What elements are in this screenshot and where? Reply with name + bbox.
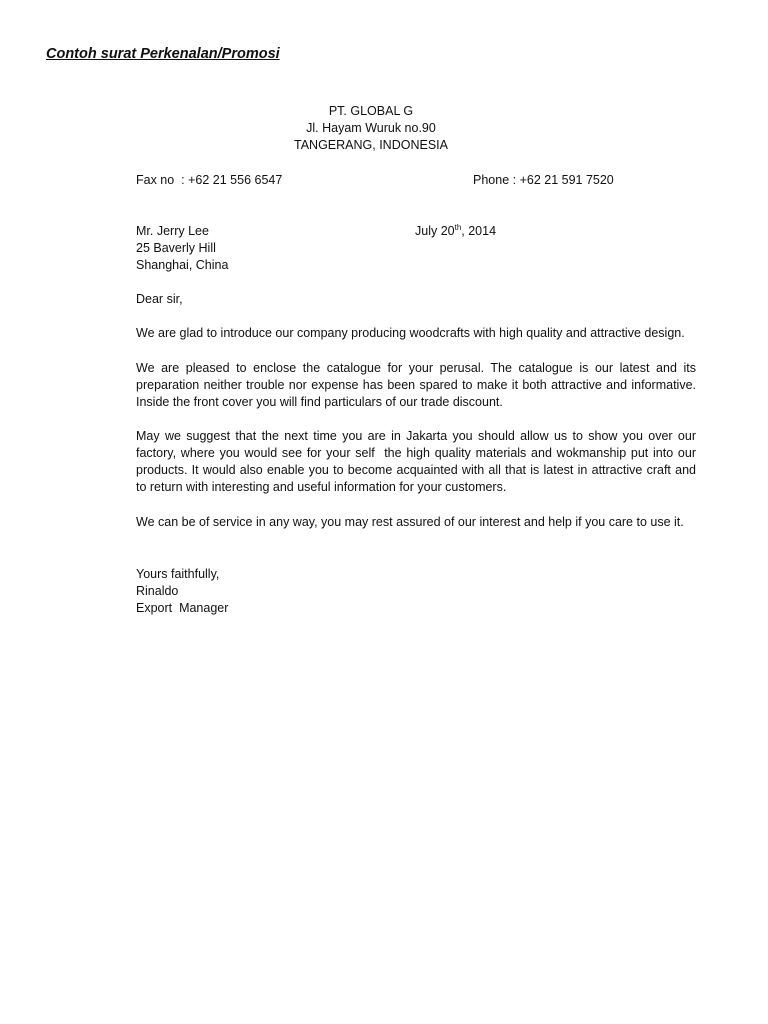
fax-number: Fax no : +62 21 556 6547 <box>136 173 283 187</box>
recipient-address <box>136 223 228 274</box>
body-paragraph-3: May we suggest that the next time you are in Jakarta you should allow us to show you over our factory, where you would see for your self the high quality materials and wokmanship put into our products. It would also enable you to become acquainted with all that is latest in attractive craft and to return with interesting and useful information for your customers. <box>136 429 700 494</box>
phone-number: Phone : +62 21 591 7520 <box>473 173 614 187</box>
company-city: TANGERANG, INDONESIA <box>294 138 448 152</box>
signer-name: Rinaldo <box>136 584 179 598</box>
company-address: Jl. Hayam Wuruk no.90 <box>306 121 436 135</box>
recipient-name: Mr. Jerry Lee <box>136 224 209 238</box>
body-paragraph-1: We are glad to introduce our company producing woodcrafts with high quality and attractive design. <box>136 326 685 340</box>
letter-date <box>415 223 496 240</box>
body-paragraph-2: We are pleased to enclose the catalogue for your perusal. The catalogue is our latest and its preparation neither trouble nor expense has been spared to make it both attractive and informative. Inside the front cover you will find particulars of our trade discount. <box>136 361 696 409</box>
company-letterhead <box>136 103 606 154</box>
date-year: , 2014 <box>461 224 497 238</box>
recipient-city: Shanghai, China <box>136 258 229 272</box>
date-month-day: July 20 <box>415 224 455 238</box>
date-suffix: th <box>454 223 462 232</box>
valediction: Yours faithfully, <box>136 567 220 581</box>
body-paragraph-4: We can be of service in any way, you may rest assured of our interest and help if you care to use it. <box>136 515 684 529</box>
company-name: PT. GLOBAL G <box>328 104 414 118</box>
closing-block <box>136 566 228 617</box>
signer-title: Export Manager <box>136 601 229 615</box>
document-heading: Contoh surat Perkenalan/Promosi <box>46 46 280 62</box>
recipient-street: 25 Baverly Hill <box>136 241 216 255</box>
salutation: Dear sir, <box>136 292 183 306</box>
